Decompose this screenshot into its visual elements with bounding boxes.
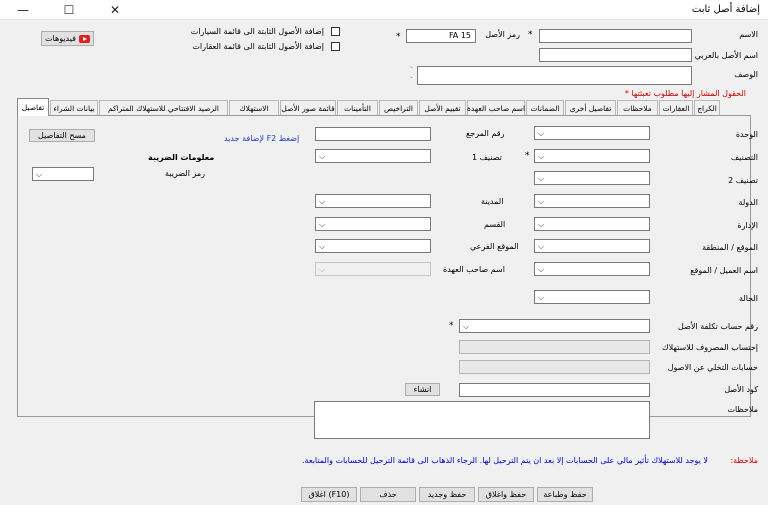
chevron-down-icon: ⌵: [538, 152, 545, 161]
chevron-down-icon: ⌵: [538, 129, 545, 138]
create-button[interactable]: انشاء: [405, 383, 440, 396]
close-window-button[interactable]: ✕: [109, 3, 121, 17]
save-print-button[interactable]: حفظ وطباعة: [537, 487, 593, 502]
depreciation-expense-field[interactable]: [459, 340, 650, 354]
category-label: التصنيف: [730, 153, 758, 162]
site-label: الموقع / المنطقة: [702, 243, 758, 252]
name-label: الاسم: [739, 30, 758, 39]
status-label: الحالة: [739, 294, 758, 303]
site-select[interactable]: [534, 239, 650, 253]
cost-account-select[interactable]: [459, 319, 650, 333]
admin-select[interactable]: [534, 217, 650, 231]
depreciation-expense-label: إحتساب المصروف للاستهلاك: [662, 343, 758, 352]
tax-code-select[interactable]: [32, 167, 94, 181]
category2-label: تصنيف 2: [728, 176, 758, 185]
videos-label: فيديوهات: [45, 34, 76, 43]
minimize-button[interactable]: —: [17, 3, 29, 17]
required-star: *: [528, 30, 533, 40]
unit-select[interactable]: [534, 126, 650, 140]
notes-field[interactable]: [314, 401, 650, 439]
chevron-down-icon: ⌵: [538, 174, 545, 183]
category2-select[interactable]: [534, 171, 650, 185]
tab-other-details[interactable]: تفاصيل أخرى: [565, 100, 616, 115]
category-select[interactable]: [534, 149, 650, 163]
required-star: *: [396, 32, 401, 42]
disposal-accounts-field[interactable]: [459, 360, 650, 374]
unit-label: الوحدة: [735, 130, 758, 139]
chevron-down-icon: ⌵: [538, 265, 545, 274]
tab-details[interactable]: تفاصيل: [17, 98, 49, 116]
tab-licenses[interactable]: التراخيص: [379, 100, 418, 115]
required-star: *: [449, 321, 454, 331]
delete-button[interactable]: حذف: [360, 487, 416, 502]
ref-no-field[interactable]: [315, 127, 431, 141]
arabic-name-field[interactable]: [539, 48, 692, 62]
ref-no-label: رقم المرجع: [466, 129, 505, 138]
custodian-select[interactable]: [315, 262, 431, 276]
cost-account-label: رقم حساب تكلفة الأصل: [678, 322, 758, 331]
country-label: الدولة: [738, 198, 758, 207]
category1-select[interactable]: [315, 149, 431, 163]
tab-purchase-data[interactable]: بيانات الشراء: [50, 100, 98, 115]
asset-code2-label: كود الأصل: [724, 385, 758, 394]
youtube-icon: [79, 35, 90, 43]
chevron-down-icon: ⌵: [36, 170, 43, 179]
tab-asset-valuation[interactable]: تقييم الأصل: [419, 100, 466, 115]
save-new-button[interactable]: حفظ وجديد: [419, 487, 475, 502]
city-label: المدينة: [481, 197, 504, 206]
subsite-label: الموقع الفرعي: [470, 242, 519, 251]
notes-label: ملاحظات: [727, 405, 758, 414]
tab-garage[interactable]: الكراج: [694, 100, 720, 115]
chevron-down-icon: ⌵: [538, 197, 545, 206]
chevron-down-icon: ⌵: [319, 152, 326, 161]
description-label: الوصف: [734, 70, 758, 79]
asset-code-field[interactable]: FA 15: [406, 29, 476, 43]
arabic-name-label: اسم الأصل بالعربي: [694, 51, 758, 60]
tab-depreciation[interactable]: الاستهلاك: [229, 100, 279, 115]
required-star: *: [525, 151, 530, 161]
clear-details-button[interactable]: مسح التفاصيل: [29, 129, 95, 142]
custodian-label: اسم صاحب العهدة: [443, 265, 505, 274]
category1-label: تصنيف 1: [472, 153, 502, 162]
admin-label: الإدارة: [737, 221, 758, 230]
chevron-down-icon: ⌵: [463, 322, 470, 331]
videos-button[interactable]: [41, 31, 94, 46]
asset-code-label: رمز الأصل: [485, 30, 520, 39]
tab-guarantees[interactable]: الضمانات: [526, 100, 564, 115]
disposal-accounts-label: حسابات التخلي عن الاصول: [667, 363, 758, 372]
subsite-select[interactable]: [315, 239, 431, 253]
scroll-arrows-icon: ⌃ ⌄: [409, 66, 415, 80]
tab-realestate[interactable]: العقارات: [659, 100, 693, 115]
cars-checkbox[interactable]: [331, 27, 340, 36]
tab-insurances[interactable]: التأمينات: [337, 100, 378, 115]
note-label: ملاحظة:: [730, 456, 758, 465]
tab-opening-balance[interactable]: الرصيد الافتتاحي للاستهلاك المتراكم: [99, 100, 228, 115]
client-site-label: اسم العميل / الموقع: [690, 266, 758, 275]
dept-select[interactable]: [315, 217, 431, 231]
chevron-down-icon: ⌵: [538, 293, 545, 302]
title-bar: [0, 0, 768, 20]
city-select[interactable]: [315, 194, 431, 208]
chevron-down-icon: ⌵: [319, 265, 326, 274]
tab-notes[interactable]: ملاحظات: [617, 100, 658, 115]
f2-hint: إضغط F2 لإضافة جديد: [224, 134, 300, 143]
window-title: إضافة أصل ثابت: [691, 4, 760, 15]
chevron-down-icon: ⌵: [538, 220, 545, 229]
status-select[interactable]: [534, 290, 650, 304]
maximize-button[interactable]: ☐: [63, 3, 75, 17]
dept-label: القسم: [484, 220, 506, 229]
chevron-down-icon: ⌵: [538, 242, 545, 251]
realestate-checkbox-label: إضافة الأصول الثابتة الى قائمة العقارات: [192, 42, 324, 51]
close-button[interactable]: اغلاق (F10): [301, 487, 357, 502]
realestate-checkbox[interactable]: [331, 42, 340, 51]
client-site-select[interactable]: [534, 262, 650, 276]
description-field[interactable]: [417, 66, 692, 85]
required-note: الحقول المشار إليها مطلوب تعبئتها *: [624, 89, 746, 98]
cars-checkbox-label: إضافة الأصول الثابتة الى قائمة السيارات: [190, 27, 324, 36]
name-field[interactable]: [539, 29, 692, 43]
tax-info-title: معلومات الضريبة: [148, 153, 215, 162]
chevron-down-icon: ⌵: [319, 242, 326, 251]
country-select[interactable]: [534, 194, 650, 208]
tab-asset-images[interactable]: قائمة صور الأصل: [280, 100, 336, 115]
save-close-button[interactable]: حفظ واغلاق: [478, 487, 534, 502]
chevron-down-icon: ⌵: [319, 220, 326, 229]
note-text: لا يوجد للاستهلاك تأثير مالي على الحسابات إلا بعد ان يتم الترحيل لها. الرجاء الذهاب الى قائمة الترحيل للحسابات والمتابعة.: [302, 456, 708, 465]
tab-custodian[interactable]: اسم صاحب العهدة: [467, 100, 525, 115]
asset-code2-field[interactable]: [459, 383, 650, 397]
chevron-down-icon: ⌵: [319, 197, 326, 206]
tax-code-label: رمز الضريبة: [165, 169, 206, 178]
